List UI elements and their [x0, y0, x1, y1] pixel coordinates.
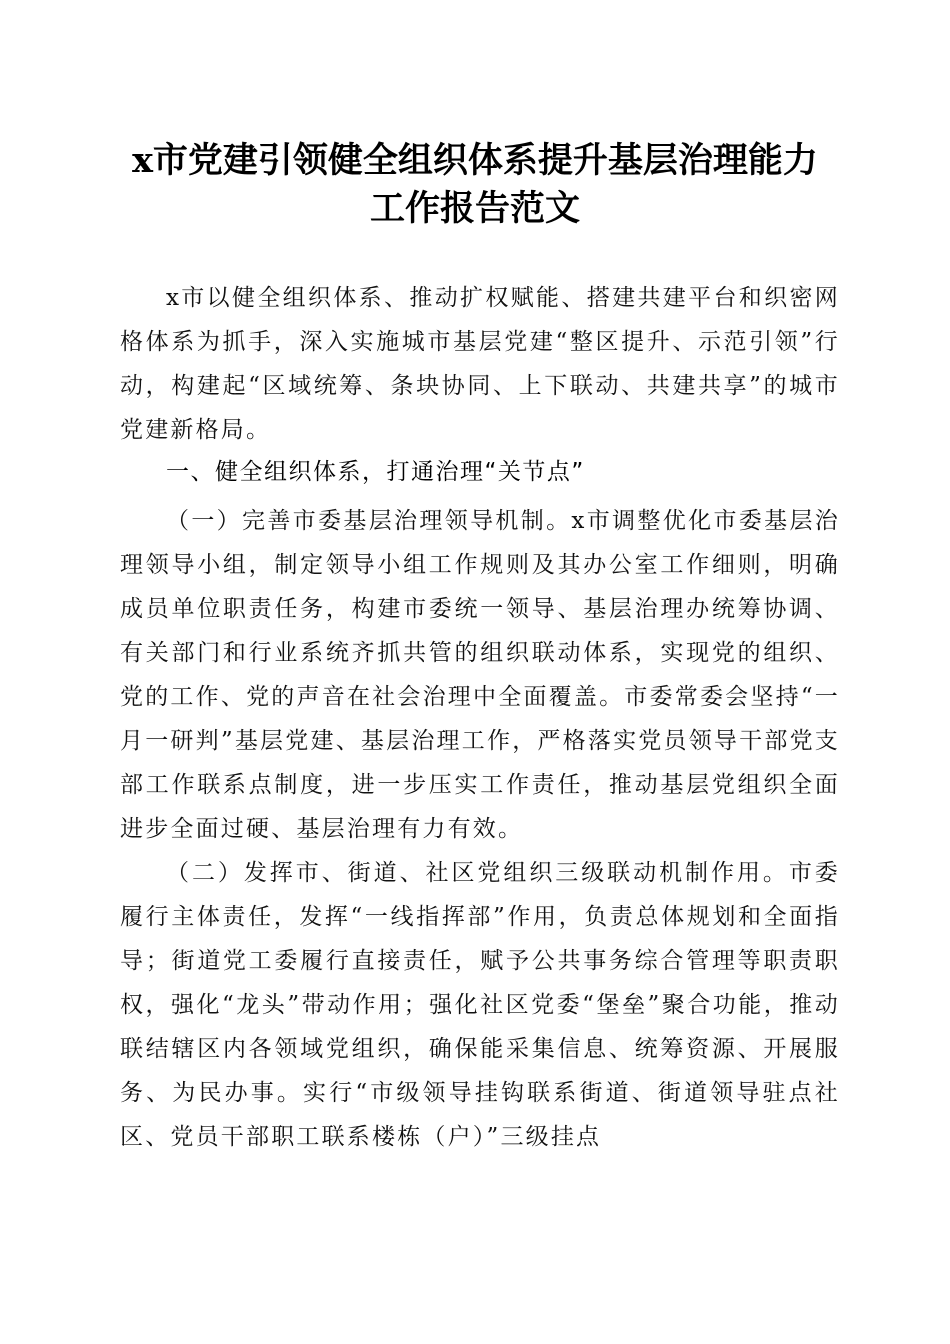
intro-paragraph: x市以健全组织体系、推动扩权赋能、搭建共建平台和织密网格体系为抓手，深入实施城市基层党建“整区提升、示范引领”行动，构建起“区域统筹、条块协同、上下联动、共建共享”的城市党建新格局。 [120, 285, 840, 443]
subsection-1-paragraph: （一）完善市委基层治理领导机制。x市调整优化市委基层治理领导小组，制定领导小组工作规则及其办公室工作细则，明确成员单位职责任务，构建市委统一领导、基层治理办统筹协调、有关部门和行业系统齐抓共管的组织联动体系，实现党的组织、党的工作、党的声音在社会治理中全面覆盖。市委常委会坚持“一月一研判”基层党建、基层治理工作，严格落实党员领导干部党支部工作联系点制度，进一步压实工作责任，推动基层党组织全面进步全面过硬、基层治理有力有效。 [120, 508, 840, 842]
document-title-line-2: 工作报告范文 [369, 188, 580, 229]
subsection-2-block [120, 851, 840, 1159]
document-title-line-1: x市党建引领健全组织体系提升基层治理能力 [132, 140, 818, 181]
subsection-1-block [120, 499, 840, 851]
section-1-heading: 一、健全组织体系，打通治理“关节点” [166, 459, 585, 485]
intro-paragraph-block [120, 276, 840, 452]
subsection-2-paragraph: （二）发挥市、街道、社区党组织三级联动机制作用。市委履行主体责任，发挥“一线指挥部”作用，负责总体规划和全面指导；街道党工委履行直接责任，赋予公共事务综合管理等职责职权，强化“龙头”带动作用；强化社区党委“堡垒”聚合功能，推动联结辖区内各领域党组织，确保能采集信息、统筹资源、开展服务、为民办事。实行“市级领导挂钩联系街道、街道领导驻点社区、党员干部职工联系楼栋（户）”三级挂点 [120, 860, 840, 1150]
